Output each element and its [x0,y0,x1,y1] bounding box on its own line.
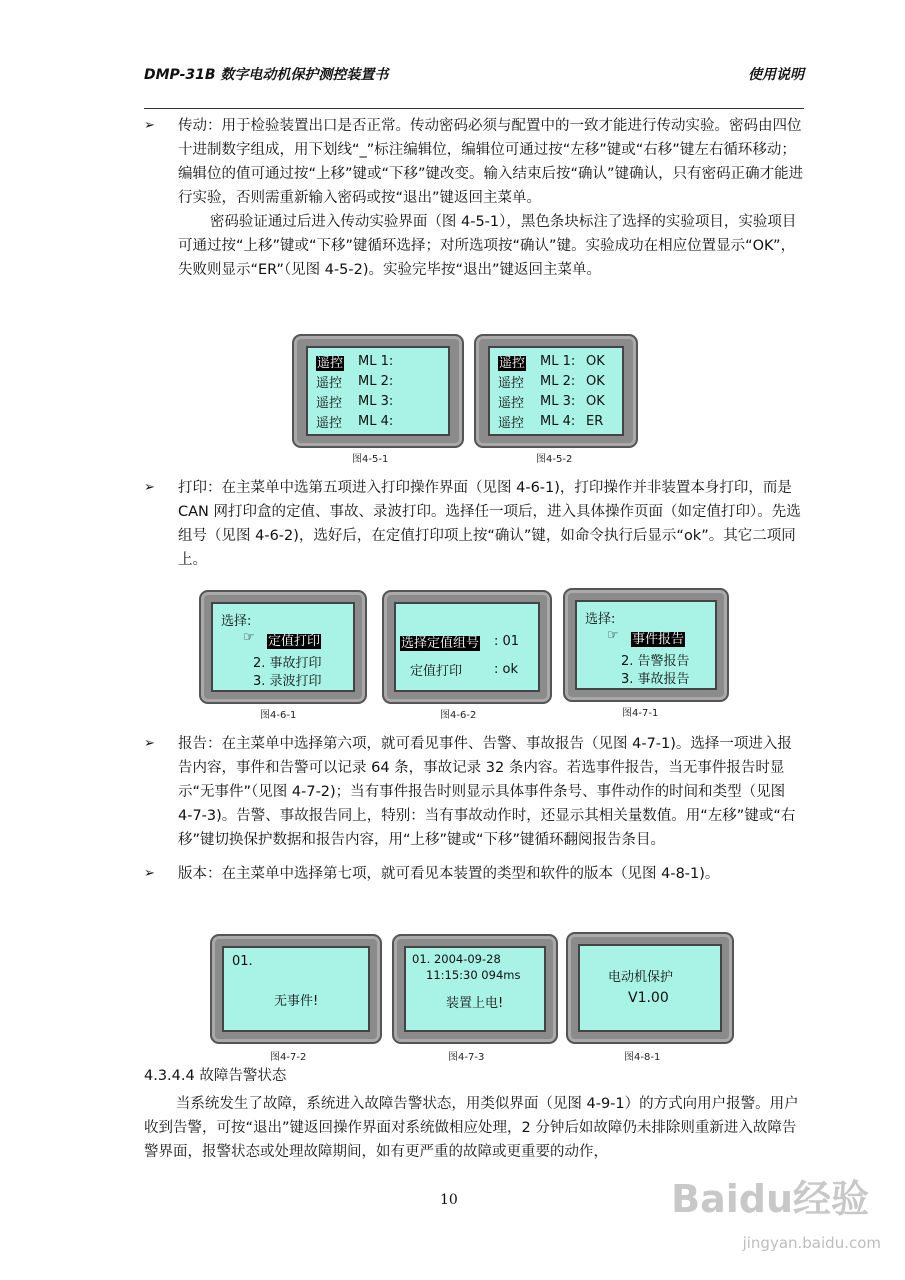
row-item: ML 4: [540,414,576,429]
group-value: : 01 [494,634,520,649]
figure-4-7-2 [210,934,382,1044]
watermark-logo: Baidu经验 [671,1177,869,1221]
row-label: 遥控 [317,356,344,371]
figure-caption: 图4-7-1 [622,708,659,719]
bullet-arrow-icon: ➢ [144,480,155,495]
para-transmission: 传动：用于检验装置出口是否正常。传动密码必须与配置中的一致才能进行传动实验。密码由四位十进制数字组成，用下划线“_”标注编辑位，编辑位可通过按“左移”键或“右移”键左右循环移动；编辑位的值可通过按“上移”键或“下移”键改变。输入结束后按“确认”键确认，只有密码正确才能进行实验，否则需重新输入密码或按“退出”键返回主菜单。 [178,118,804,206]
row-item: ML 3: [540,394,576,409]
figure-caption: 图4-5-1 [352,454,389,465]
lcd-screen [222,946,370,1032]
para-report: 报告：在主菜单中选择第六项，就可看见事件、告警、事故报告（见图 4-7-1)。选择一项进入报告内容，事件和告警可以记录 64 条，事故记录 32 条内容。若选事件报告，当无事件报告时显示“无事件”（见图 4-7-2)；当有事件报告时则显示具体事件条号、事件动作的时间和类型（见图 4-7-3)。告警、事故报告同上，特别：当有事故动作时，还显示其相关量数值。用“左移”键或“右移”键切换保护数据和报告内容，用“上移”键或“下移”键循环翻阅报告条目。 [178,736,796,848]
page-number: 10 [440,1192,458,1208]
device-type: 电动机保护 [608,970,674,985]
page-header [144,64,804,86]
lcd-screen [404,946,546,1032]
figure-4-5-1 [292,334,464,448]
row-item: ML 2: [358,374,394,389]
header-right: 使用说明 [748,67,804,83]
row-value: OK [586,374,605,389]
para-print: 打印：在主菜单中选第五项进入打印操作界面（见图 4-6-1)，打印操作并非装置本身打印，而是 CAN 网打印盒的定值、事故、录波打印。选择任一项后，进入具体操作页面（如定值打印）。先选组号（见图 4-6-2)，选好后，在定值打印项上按“确认”键，如命令执行后显示“ok”。其它二项同上。 [178,480,801,568]
print-value: : ok [494,662,518,677]
section-print [144,476,804,572]
event-number: 01. [232,954,253,969]
row-item: ML 3: [358,394,394,409]
event-time: 11:15:30 094ms [426,968,521,982]
event-text: 无事件! [274,994,319,1009]
row-item: ML 1: [358,354,394,369]
figure-4-6-2 [382,590,552,704]
figure-4-7-1 [563,588,729,702]
bullet-print [144,476,804,572]
section-report [144,732,804,886]
row-label: 遥控 [316,396,343,411]
menu-item: 3. 录波打印 [253,674,322,689]
pointing-hand-icon: ☞ [243,630,255,645]
menu-title: 选择: [221,614,252,629]
pointing-hand-icon: ☞ [607,628,619,643]
menu-title: 选择: [585,612,616,627]
figure-caption: 图4-5-2 [536,454,573,465]
row-label: 遥控 [316,416,343,431]
para-fault: 当系统发生了故障，系统进入故障告警状态，用类似界面（见图 4-9-1）的方式向用户报警。用户收到告警，可按“退出”键返回操作界面对系统做相应处理，2 分钟后如故障仍未排除则重新进入故障告警界面，报警状态或处理故障期间，如有更严重的故障或更重要的动作， [144,1096,799,1160]
row-item: ML 4: [358,414,394,429]
figure-4-7-3 [392,934,558,1044]
lcd-screen [578,944,722,1032]
menu-item: 2. 事故打印 [253,656,322,671]
header-rule [144,108,804,109]
figure-caption: 图4-7-3 [448,1052,485,1063]
lcd-screen [306,346,450,436]
print-label: 定值打印 [410,664,463,679]
figure-caption: 图4-6-1 [260,710,297,721]
figure-4-5-2 [474,334,638,448]
row-item: ML 2: [540,374,576,389]
row-value: OK [586,394,605,409]
figure-caption: 图4-7-2 [270,1052,307,1063]
lcd-screen [211,602,355,692]
bullet-report [144,732,804,852]
row-label: 遥控 [498,396,525,411]
menu-item: 3. 事故报告 [621,672,690,687]
event-text: 装置上电! [446,996,504,1011]
bullet-arrow-icon: ➢ [144,736,155,751]
bullet-arrow-icon: ➢ [144,118,155,133]
menu-item: 2. 告警报告 [621,654,690,669]
lcd-screen [575,600,717,690]
row-value: OK [586,354,605,369]
para-transmission-2: 密码验证通过后进入传动实验界面（图 4-5-1），黑色条块标注了选择的实验项目，实验项目可通过按“上移”键或“下移”键循环选择；对所选项按“确认”键。实验成功在相应位置显示“OK”，失败则显示“ER”（见图 4-5-2)。实验完毕按“退出”键返回主菜单。 [178,214,797,278]
para-version: 版本：在主菜单中选择第七项，就可看见本装置的类型和软件的版本（见图 4-8-1)。 [178,866,720,882]
row-label: 遥控 [499,356,526,371]
row-value: ER [586,414,604,429]
bullet-transmission [144,114,804,210]
group-label-selected: 选择定值组号 [401,636,480,651]
lcd-screen [394,602,540,692]
figure-caption: 图4-6-2 [440,710,477,721]
figure-4-8-1 [566,932,734,1044]
para-transmission-2-wrap [144,210,804,282]
row-label: 遥控 [498,376,525,391]
watermark-url: jingyan.baidu.com [742,1234,881,1252]
menu-item-selected: 定值打印 [268,634,321,649]
event-date: 01. 2004-09-28 [412,952,501,966]
row-item: ML 1: [540,354,576,369]
bullet-arrow-icon: ➢ [144,866,155,881]
section-fault [144,1092,804,1164]
header-title: DMP-31B 数字电动机保护测控装置书 [144,67,389,83]
row-label: 遥控 [498,416,525,431]
figure-4-6-1 [199,590,367,704]
menu-item-selected: 事件报告 [632,632,685,647]
figure-caption: 图4-8-1 [624,1052,661,1063]
section-heading: 4.3.4.4 故障告警状态 [144,1068,287,1084]
bullet-version [144,862,804,886]
row-label: 遥控 [316,376,343,391]
lcd-screen [488,346,624,436]
software-version: V1.00 [628,990,669,1006]
section-transmission [144,114,804,282]
